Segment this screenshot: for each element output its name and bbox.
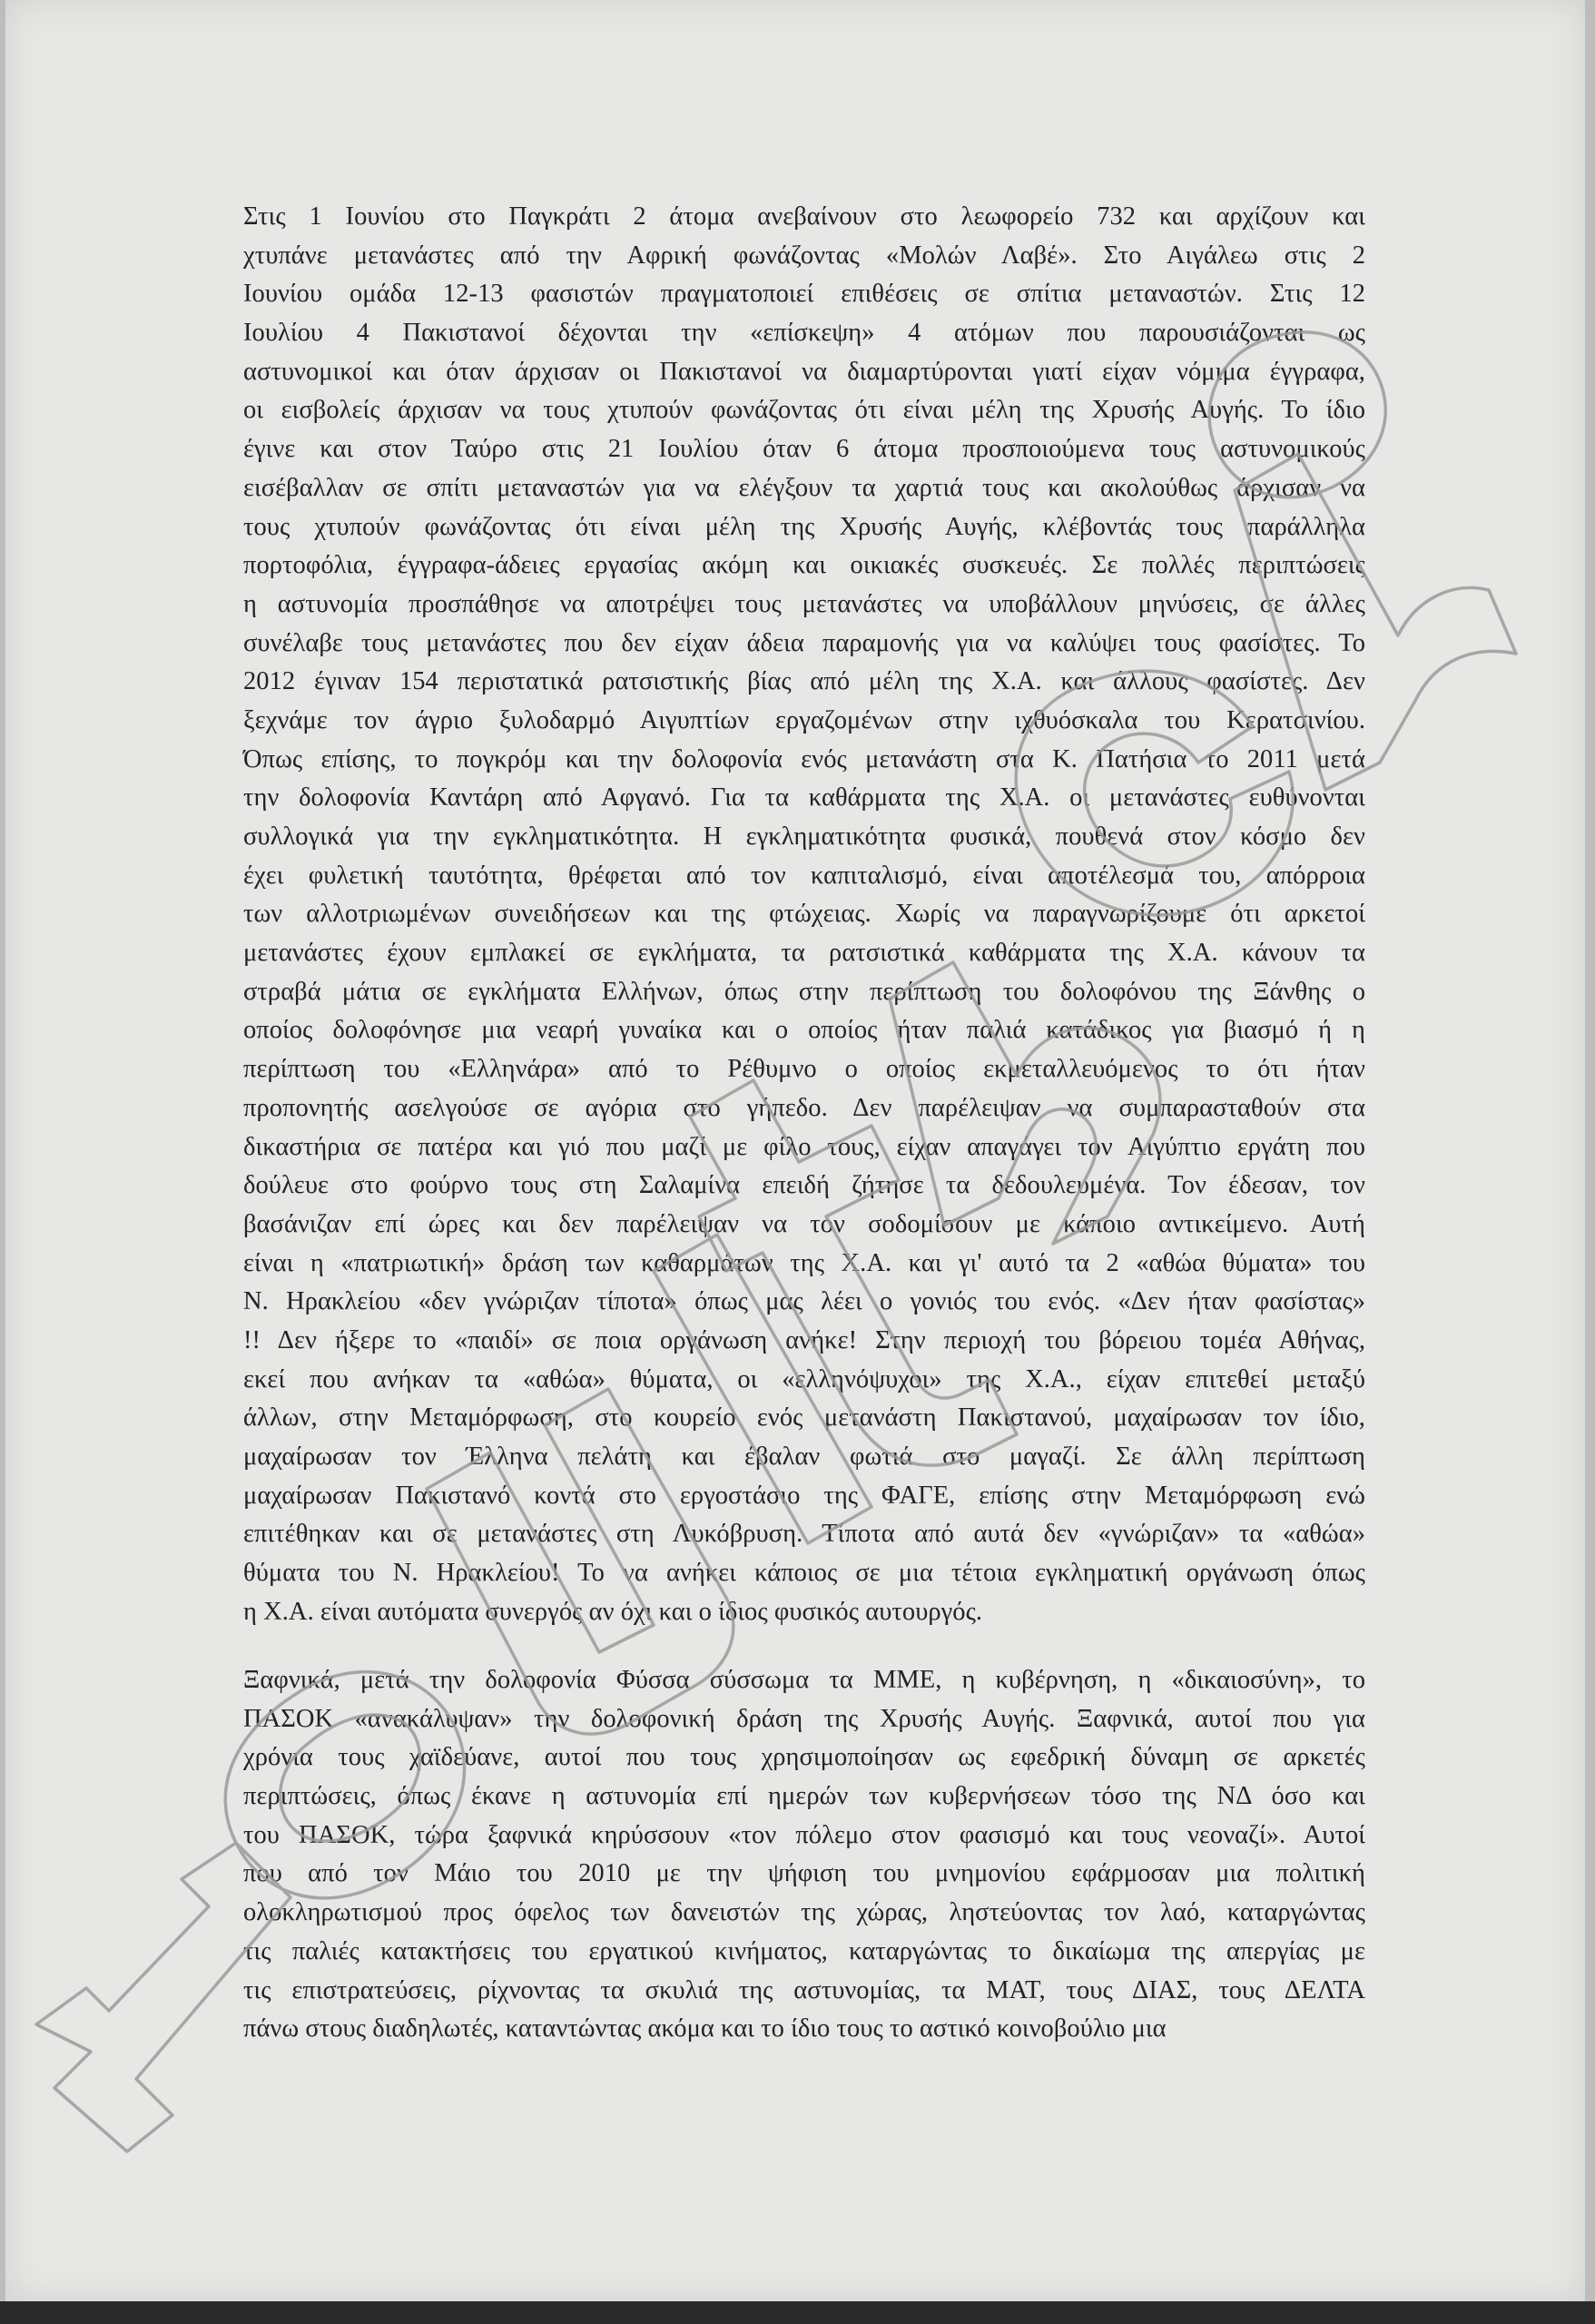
paragraph-1-line: θύματα του Ν. Ηρακλείου! Το να ανήκει κάποιος σε μια τέτοια εγκληματική οργάνωση όπως	[243, 1559, 1365, 1588]
paragraph-1-line: οποίος δολοφόνησε μια νεαρή γυναίκα και ο οποίος ήταν παλιά κατάδικος για βιασμό ή η	[243, 1016, 1365, 1045]
paragraph-1-line: μαχαίρωσαν Πακιστανό κοντά στο εργοστάσιο της ΦΑΓΕ, επίσης στην Μεταμόρφωση ενώ	[243, 1481, 1365, 1510]
paragraph-1-line: δούλευε στο φούρνο τους στη Σαλαμίνα επειδή ζήτησε τα δεδουλευμένα. Τον έδεσαν, τον	[243, 1171, 1365, 1200]
paragraph-1-line: αστυνομικοί και όταν άρχισαν οι Πακιστανοί να διαμαρτύρονται γιατί είχαν νόμιμα έγγραφα,	[243, 357, 1365, 386]
paragraph-1-line: ξεχνάμε τον άγριο ξυλοδαρμό Αιγυπτίων εργαζομένων στην ιχθυόσκαλα του Κερατσινίου.	[243, 705, 1365, 734]
paragraph-2-line: Ξαφνικά, μετά την δολοφονία Φύσσα σύσσωμα τα ΜΜΕ, η κυβέρνηση, η «δικαιοσύνη», το	[243, 1666, 1365, 1694]
paragraph-1-line: συλλογικά για την εγκληματικότητα. Η εγκληματικότητα φυσικά, πουθενά στον κόσμο δεν	[243, 822, 1365, 851]
paragraph-1-line: προπονητής ασελγούσε σε αγόρια στο γήπεδο. Δεν παρέλειψαν να συμπαρασταθούν στα	[243, 1093, 1365, 1122]
paragraph-1-line: έχει φυλετική ταυτότητα, θρέφεται από τον καπιταλισμό, είναι αποτέλεσμά του, απόρροια	[243, 861, 1365, 890]
paragraph-2-line: τις παλιές κατακτήσεις του εργατικού κινήματος, καταργώντας το δικαίωμα της απεργίας με	[243, 1936, 1365, 1965]
paragraph-1-line: εισέβαλλαν σε σπίτι μεταναστών για να ελέγξουν τα χαρτιά τους και ακολούθως άρχισαν να	[243, 473, 1365, 502]
paragraph-1-line: μαχαίρωσαν τον Έλληνα πελάτη και έβαλαν φωτιά στο μαγαζί. Σε άλλη περίπτωση	[243, 1443, 1365, 1471]
paragraph-1-line: συνέλαβε τους μετανάστες που δεν είχαν άδεια παραμονής για να καλύψει τους φασίστες. Το	[243, 628, 1365, 657]
paragraph-1-line: βασάνιζαν επί ώρες και δεν παρέλειψαν να τον σοδομίσουν με κάποιο αντικείμενο. Αυτή	[243, 1209, 1365, 1238]
paragraph-1-line: Όπως επίσης, το πογκρόμ και την δολοφονία ενός μετανάστη στα Κ. Πατήσια το 2011 μετά	[243, 744, 1365, 773]
paragraph-1-line: χτυπάνε μετανάστες από την Αφρική φωνάζοντας «Μολών Λαβέ». Στο Αιγάλεω στις 2	[243, 241, 1365, 270]
paragraph-1-line: είναι η «πατριωτική» δράση των καθαρμάτων της Χ.Α. και γι' αυτό τα 2 «αθώα θύματα» του	[243, 1248, 1365, 1277]
paragraph-1-line: περίπτωση του «Ελληνάρα» από το Ρέθυμνο ο οποίος εκμεταλλευόμενος το ότι ήταν	[243, 1055, 1365, 1084]
paragraph-1	[243, 198, 1365, 1631]
paragraph-2-line: που από τον Μάιο του 2010 με την ψήφιση του μνημονίου εφάρμοσαν μια πολιτική	[243, 1859, 1365, 1888]
paragraph-1-line: Στις 1 Ιουνίου στο Παγκράτι 2 άτομα ανεβαίνουν στο λεωφορείο 732 και αρχίζουν και	[243, 202, 1365, 231]
paragraph-2-line: ολοκληρωτισμού προς όφελος των δανειστών της χώρας, ληστεύοντας τον λαό, καταργώντας	[243, 1898, 1365, 1927]
paragraph-1-line: !! Δεν ήξερε το «παιδί» σε ποια οργάνωση ανήκε! Στην περιοχή του βόρειου τομέα Αθήνας,	[243, 1325, 1365, 1354]
paragraph-1-line: Ιουνίου ομάδα 12-13 φασιστών πραγματοποιεί επιθέσεις σε σπίτια μεταναστών. Στις 12	[243, 280, 1365, 309]
paragraph-1-line: πορτοφόλια, έγγραφα-άδειες εργασίας ακόμη και οικιακές συσκευές. Σε πολλές περιπτώσεις	[243, 551, 1365, 580]
paragraph-1-line: των αλλοτριωμένων συνειδήσεων και της φτώχειας. Χωρίς να παραγνωρίζουμε ότι αρκετοί	[243, 900, 1365, 929]
paragraph-1-line: η αστυνομία προσπάθησε να αποτρέψει τους μετανάστες να υποβάλλουν μηνύσεις, σε άλλες	[243, 589, 1365, 618]
paragraph-2	[243, 1661, 1365, 2049]
paragraph-1-line: 2012 έγιναν 154 περιστατικά ρατσιστικής βίας από μέλη της Χ.Α. και άλλους φασίστες. Δεν	[243, 667, 1365, 696]
paragraph-1-line: η Χ.Α. είναι αυτόματα συνεργός αν όχι και ο ίδιος φυσικός αυτουργός.	[243, 1597, 983, 1626]
paragraph-2-line: χρόνια τους χαϊδεύανε, αυτοί που τους χρησιμοποίησαν ως εφεδρική δύναμη σε αρκετές	[243, 1743, 1365, 1772]
paragraph-1-line: δικαστήρια σε πατέρα και γιό που μαζί με φίλο τους, είχαν απαγάγει τον Αιγύπτιο εργάτη που	[243, 1132, 1365, 1161]
paragraph-1-line: τους χτυπούν φωνάζοντας ότι είναι μέλη της Χρυσής Αυγής, κλέβοντάς τους παράλληλα	[243, 512, 1365, 541]
paragraph-1-line: Ν. Ηρακλείου «δεν γνώριζαν τίποτα» όπως μας λέει ο γονιός του ενός. «Δεν ήταν φασίστας»	[243, 1287, 1365, 1316]
paragraph-2-line: ΠΑΣΟΚ «ανακάλυψαν» την δολοφονική δράση της Χρυσής Αυγής. Ξαφνικά, αυτοί που για	[243, 1704, 1365, 1733]
paragraph-1-line: άλλων, στην Μεταμόρφωση, στο κουρείο ενός μετανάστη Πακιστανού, μαχαίρωσαν τον ίδιο,	[243, 1403, 1365, 1433]
paragraph-2-line: πάνω στους διαδηλωτές, καταντώντας ακόμα και το ίδιο τους το αστικό κοινοβούλιο μια	[243, 2014, 1167, 2043]
paragraph-1-line: έγινε και στον Ταύρο στις 21 Ιουλίου όταν 6 άτομα προσποιούμενα τους αστυνομικούς	[243, 435, 1365, 464]
paragraph-1-line: στραβά μάτια σε εγκλήματα Ελλήνων, όπως στην περίπτωση του δολοφόνου της Ξάνθης ο	[243, 977, 1365, 1006]
paragraph-1-line: οι εισβολείς άρχισαν να τους χτυπούν φωνάζοντας ότι είναι μέλη της Χρυσής Αυγής. Το ίδιο	[243, 396, 1365, 425]
paragraph-2-line: τις επιστρατεύσεις, ρίχνοντας τα σκυλιά της αστυνομίας, τα ΜΑΤ, τους ΔΙΑΣ, τους ΔΕΛΤΑ	[243, 1975, 1365, 2004]
paragraph-1-line: Ιουλίου 4 Πακιστανοί δέχονται την «επίσκεψη» 4 ατόμων που παρουσιάζονται ως	[243, 319, 1365, 348]
paragraph-1-line: εκεί που ανήκαν τα «αθώα» θύματα, οι «ελληνόψυχοι» της Χ.Α., είχαν επιτεθεί μεταξύ	[243, 1364, 1365, 1393]
scan-bottom-edge	[0, 2301, 1595, 2324]
paragraph-1-line: την δολοφονία Καντάρη από Αφγανό. Για τα καθάρματα της Χ.Α. οι μετανάστες ευθύνονται	[243, 783, 1365, 812]
paragraph-1-line: μετανάστες έχουν εμπλακεί σε εγκλήματα, τα ρατσιστικά καθάρματα της Χ.Α. κάνουν τα	[243, 939, 1365, 968]
paragraph-2-line: περιπτώσεις, όπως έκανε η αστυνομία επί ημερών των κυβερνήσεων τόσο της ΝΔ όσο και	[243, 1782, 1365, 1811]
paragraph-1-line: επιτέθηκαν και σε μετανάστες στη Λυκόβρυση. Τίποτα από αυτά δεν «γνώριζαν» τα «αθώα»	[243, 1520, 1365, 1549]
paragraph-2-line: του ΠΑΣΟΚ, τώρα ξαφνικά κηρύσσουν «τον πόλεμο στον φασισμό και τους νεοναζί». Αυτοί	[243, 1820, 1365, 1849]
